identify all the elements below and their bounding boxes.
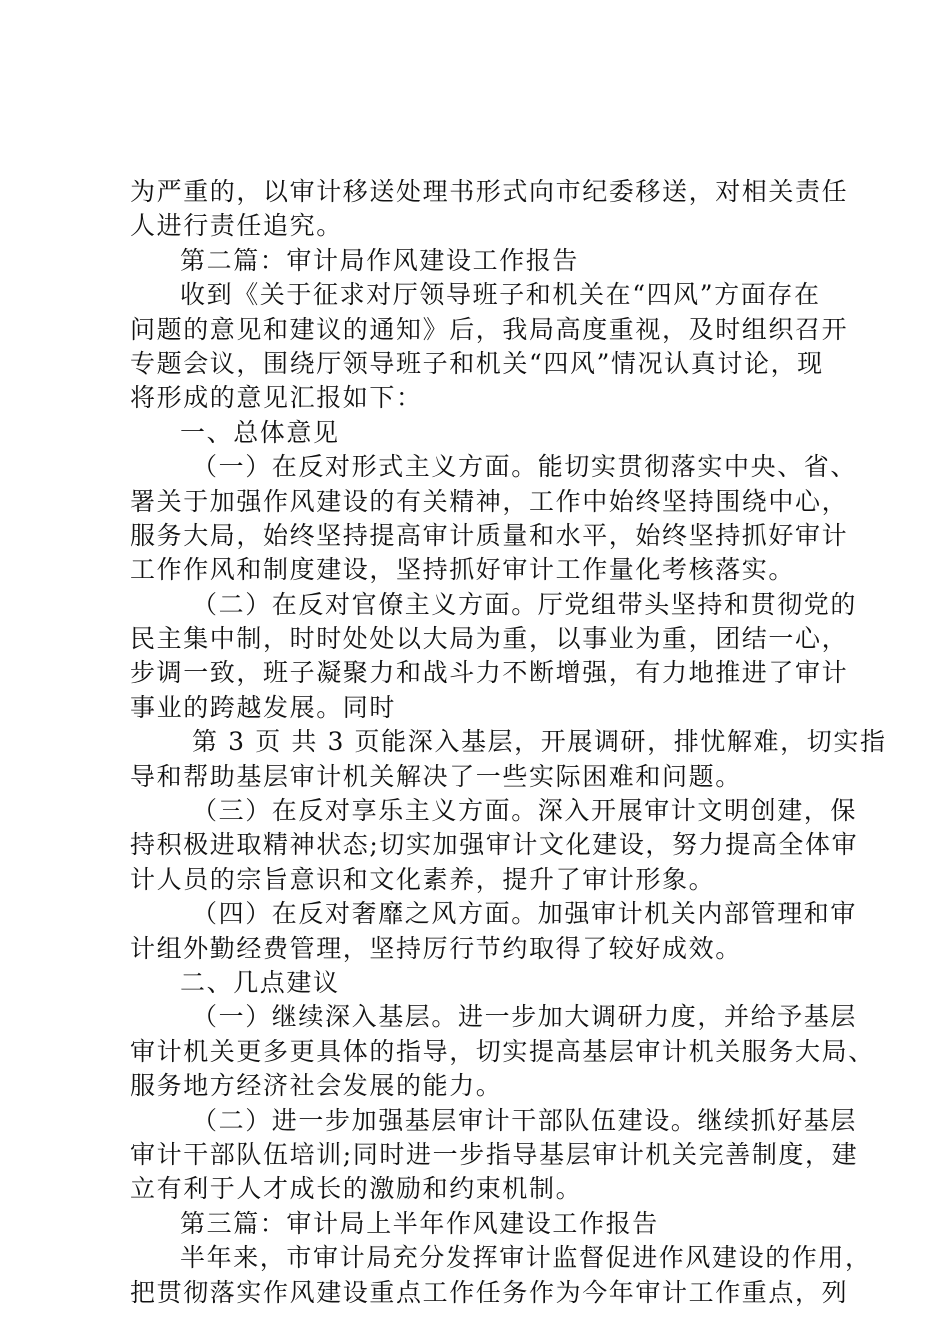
text-line: 立有利于人才成长的激励和约束机制。 — [130, 1174, 583, 1204]
text-line: 第三篇：审计局上半年作风建设工作报告 — [180, 1208, 659, 1238]
text-line: 署关于加强作风建设的有关精神，工作中始终坚持围绕中心， — [130, 486, 849, 516]
text-line: （二）在反对官僚主义方面。厅党组带头坚持和贯彻党的 — [192, 589, 858, 619]
text-line: 服务地方经济社会发展的能力。 — [130, 1071, 503, 1101]
text-line: 专题会议，围绕厅领导班子和机关“四风”情况认真讨论，现 — [130, 348, 824, 378]
text-line: 计人员的宗旨意识和文化素养，提升了审计形象。 — [130, 864, 716, 894]
text-line: 服务大局，始终坚持提高审计质量和水平，始终坚持抓好审计 — [130, 520, 849, 550]
text-line: 计组外勤经费管理，坚持厉行节约取得了较好成效。 — [130, 933, 742, 963]
text-line: 将形成的意见汇报如下： — [130, 383, 423, 413]
text-line: 事业的跨越发展。同时 — [130, 692, 397, 722]
text-line: 导和帮助基层审计机关解决了一些实际困难和问题。 — [130, 761, 742, 791]
document-body — [130, 175, 887, 1310]
text-line: 第 3 页 共 3 页能深入基层，开展调研，排忧解难，切实指 — [192, 727, 887, 757]
text-line: 二、几点建议 — [180, 967, 340, 997]
text-line: （四）在反对奢靡之风方面。加强审计机关内部管理和审 — [192, 899, 858, 929]
text-line: 第二篇：审计局作风建设工作报告 — [180, 245, 580, 275]
text-line: 审计干部队伍培训;同时进一步指导基层审计机关完善制度，建 — [130, 1139, 859, 1169]
text-line: 步调一致，班子凝聚力和战斗力不断增强，有力地推进了审计 — [130, 658, 849, 688]
text-line: 为严重的，以审计移送处理书形式向市纪委移送，对相关责任 — [130, 177, 849, 206]
text-line: 收到《关于征求对厅领导班子和机关在“四风”方面存在 — [180, 280, 821, 310]
text-line: （一）继续深入基层。进一步加大调研力度，并给予基层 — [192, 1002, 858, 1032]
text-line: 半年来，市审计局充分发挥审计监督促进作风建设的作用， — [180, 1243, 872, 1273]
text-line: 民主集中制，时时处处以大局为重，以事业为重，团结一心， — [130, 624, 849, 654]
text-line: 工作作风和制度建设，坚持抓好审计工作量化考核落实。 — [130, 555, 796, 585]
text-line: 审计机关更多更具体的指导，切实提高基层审计机关服务大局、 — [130, 1036, 875, 1066]
text-line: 人进行责任追究。 — [130, 211, 343, 241]
text-line: 问题的意见和建议的通知》后，我局高度重视，及时组织召开 — [130, 314, 849, 344]
text-line: 一、总体意见 — [180, 417, 340, 447]
text-line: 持积极进取精神状态;切实加强审计文化建设，努力提高全体审 — [130, 830, 859, 860]
text-line: 把贯彻落实作风建设重点工作任务作为今年审计工作重点，列 — [130, 1277, 849, 1307]
text-line: （一）在反对形式主义方面。能切实贯彻落实中央、省、 — [192, 452, 858, 482]
text-line: （二）进一步加强基层审计干部队伍建设。继续抓好基层 — [192, 1105, 858, 1135]
text-line: （三）在反对享乐主义方面。深入开展审计文明创建，保 — [192, 796, 858, 826]
